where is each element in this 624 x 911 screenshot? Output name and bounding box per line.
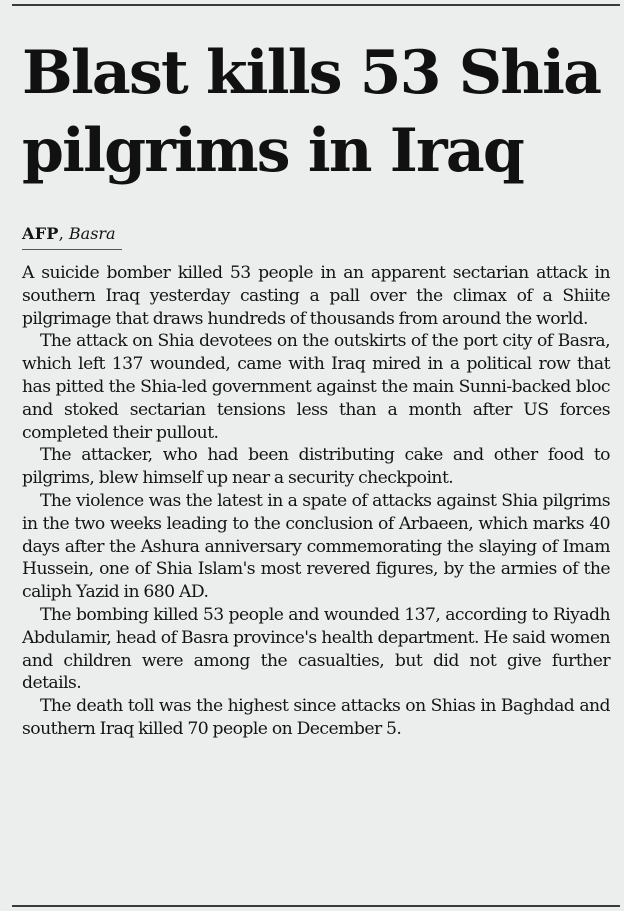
article-body (22, 262, 610, 741)
byline-place: Basra (68, 224, 116, 243)
byline-separator: , (58, 224, 69, 243)
paragraph-2: The attack on Shia devotees on the outskirts of the port city of Basra, which left 137 wounded, came with Iraq mired in a political row that has pitted the Shia-led government against the main Sunni-backed bloc and stoked sectarian tensions less than a month after US forces completed their pullout. (22, 331, 610, 443)
paragraph-1: A suicide bomber killed 53 people in an apparent sectarian attack in southern Iraq yesterday casting a pall over the climax of a Shiite pilgrimage that draws hundreds of thousands from around the world. (22, 263, 610, 329)
byline-agency: AFP (22, 224, 59, 243)
bottom-rule (12, 905, 620, 907)
byline-rule (22, 249, 122, 250)
paragraph-4: The violence was the latest in a spate of attacks against Shia pilgrims in the two weeks leading to the conclusion of Arbaeen, which marks 40 days after the Ashura anniversary commemorating the slaying of Imam Hussein, one of Shia Islam's most revered figures, by the armies of the caliph Yazid in 680 AD. (22, 490, 610, 603)
headline: Blast kills 53 Shia pilgrims in Iraq (22, 38, 601, 186)
paragraph-6: The death toll was the highest since attacks on Shias in Baghdad and southern Iraq killed 70 people on December 5. (22, 696, 610, 739)
paragraph-5: The bombing killed 53 people and wounded 137, according to Riyadh Abdulamir, head of Basra province's health department. He said women and children were among the casualties, but did not give further details. (22, 604, 610, 694)
byline (22, 224, 116, 244)
top-rule (12, 4, 620, 6)
paragraph-3: The attacker, who had been distributing cake and other food to pilgrims, blew himself up near a security checkpoint. (22, 445, 610, 489)
